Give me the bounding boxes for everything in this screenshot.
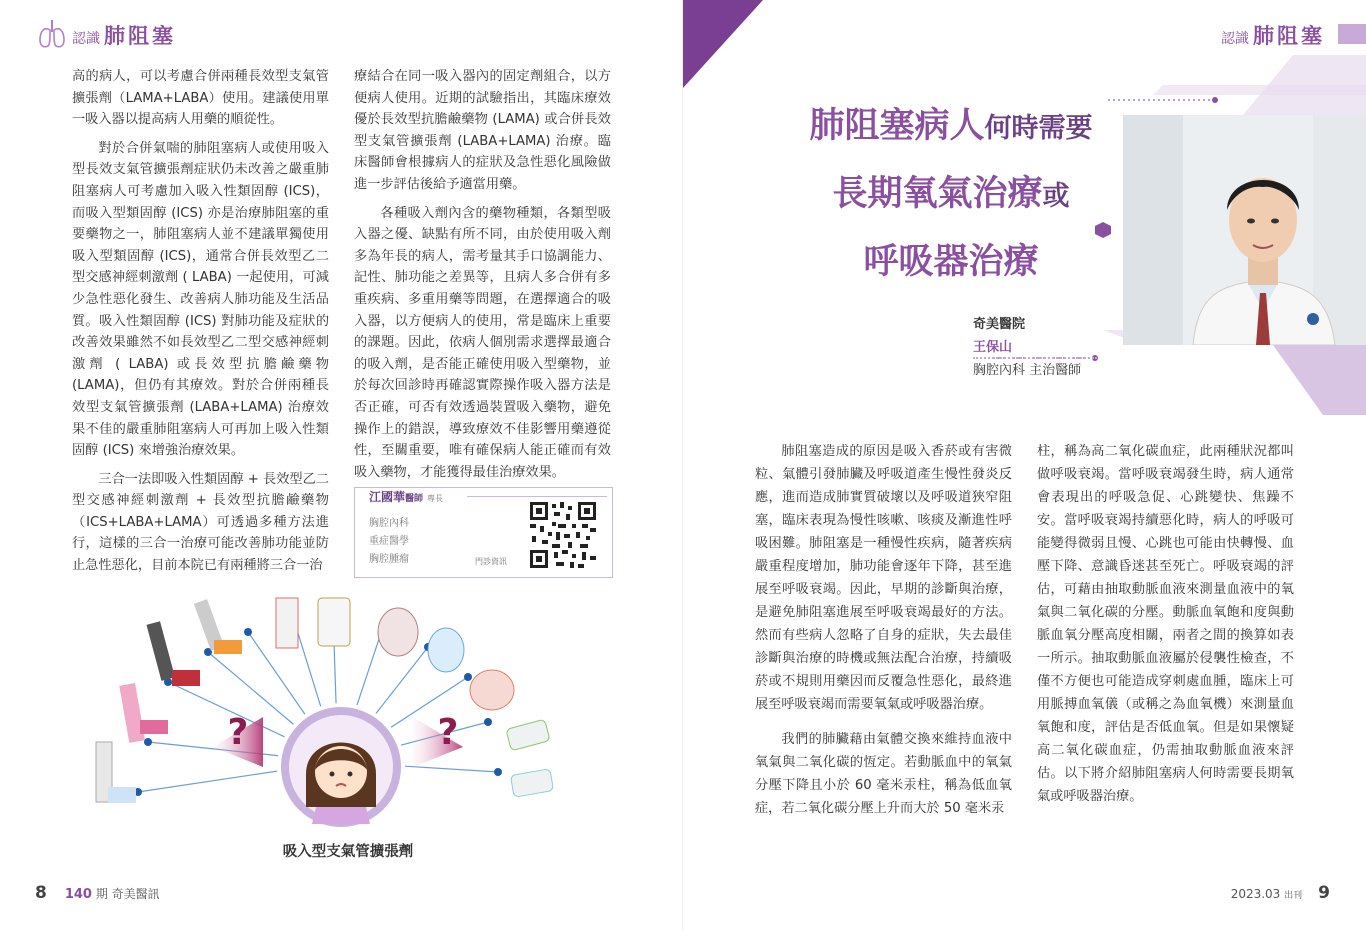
inhaler-illustration	[88, 592, 588, 847]
specialty-item: 胸腔腫瘤	[369, 554, 409, 565]
illustration-caption: 吸入型支氣管擴張劑	[282, 844, 414, 860]
specialty-item: 胸腔內科	[369, 518, 409, 529]
clinic-info-label: 門診資訊	[475, 557, 507, 566]
author-photo	[1123, 115, 1366, 345]
date-suffix: 出刊	[1284, 891, 1303, 901]
footer	[35, 883, 160, 903]
section-label-small: 認識	[1221, 31, 1249, 47]
qr-code[interactable]	[528, 500, 598, 570]
paragraph: 我們的肺臟藉由氣體交換來維持血液中氧氣與二氧化碳的恆定。若動脈血中的氧氣分壓下降且小於 60 毫米汞柱，稱為低血氧症，若二氧化碳分壓上升而大於 50 毫米汞	[755, 732, 1012, 816]
doctor-name: 江國華	[369, 490, 406, 504]
doctor-name-line	[369, 488, 443, 505]
svg-text:?: ?	[437, 712, 459, 753]
left-column-2	[354, 66, 611, 483]
svg-text:?: ?	[227, 712, 249, 753]
section-label	[72, 20, 176, 50]
title-fragment: 何時需要	[984, 113, 1093, 144]
issue-number: 140	[64, 887, 92, 902]
title-fragment: 長期氧氣治療	[832, 174, 1043, 214]
issue-info	[65, 885, 160, 902]
right-page	[683, 0, 1366, 930]
paragraph: 柱，稱為高二氧化碳血症，此兩種狀況都叫做呼吸衰竭。當呼吸衰竭發生時，病人通常會表現出的呼吸急促、心跳變快、焦躁不安。當呼吸衰竭持續惡化時，病人的呼吸可能變得微弱且慢、心跳也可能由快轉慢、血壓下降、意識昏迷甚至死亡。呼吸衰竭的評估，可藉由抽取動脈血液來測量血液中的氧氣與二氧化碳的分壓。動脈血氧飽和度與動脈血氧分壓高度相關，兩者之間的換算如表一所示。抽取動脈血液屬於侵襲性檢查，不僅不方便也可能造成穿刺處血腫，臨床上可用脈搏血氧儀（或稱之為血氧機）來測量血氧飽和度，評估是否低血氧。但是如果懷疑高二氧化碳血症，仍需抽取動脈血液來評估。以下將介紹肺阻塞病人何時需要長期氧氣或呼吸器治療。	[1037, 444, 1294, 804]
specialty-item: 重症醫學	[369, 536, 409, 547]
title-fragment: 或	[1042, 181, 1070, 212]
paragraph: 三合一法即吸入性類固醇 + 長效型乙二型交感神經刺激劑 + 長效型抗膽鹼藥物（ICS+LABA+LAMA）可透過多種方法進行，這樣的三合一治療可能改善肺功能並防止急性惡化，目前本院已有兩種將三合一治	[72, 471, 329, 574]
paragraph: 對於合併氣喘的肺阻塞病人或使用吸入型長效支氣管擴張劑症狀仍未改善之嚴重肺阻塞病人可考慮加入吸入性類固醇 (ICS)，而吸入型類固醇 (ICS) 亦是治療肺阻塞的重要藥物之一，肺阻塞病人並不建議單獨使用吸入型類固醇 (ICS)，通常合併長效型乙二型交感神經刺激劑 ( LABA) 一起使用，可減少急性惡化發生、改善病人肺功能及生活品質。吸入性類固醇 (ICS) 對肺功能及症狀的改善效果雖然不如長效型乙二型交感神經刺激劑 ( LABA) 或長效型抗膽鹼藥物 (LAMA)，但仍有其療效。對於合併兩種長效型支氣管擴張劑 (LABA+LAMA) 治療效果不佳的嚴重肺阻塞病人可再加上吸入性類固醇 (ICS) 來增強治療效果。	[72, 140, 329, 459]
left-column-1	[72, 66, 329, 577]
publication-date	[1231, 887, 1302, 901]
section-label-big: 肺阻塞	[104, 23, 176, 48]
page-number: 8	[35, 883, 47, 903]
doctor-info-box	[354, 487, 613, 578]
author-org: 奇美醫院	[973, 317, 1026, 332]
author-block	[973, 313, 1081, 382]
author-title: 胸腔內科 主治醫師	[973, 363, 1082, 378]
paragraph: 各種吸入劑內含的藥物種類，各類型吸入器之優、缺點有所不同，由於使用吸入劑多為年長的病人，需考量其手口協調能力、記性、肺功能之差異等，且病人多合併有多重疾病、多重用藥等問題，在選擇適合的吸入器，以方便病人的使用，常是臨床上重要的課題。因此，依病人個別需求選擇最適合的吸入劑，是否能正確使用吸入型藥物，並於每次回診時再確認實際操作吸入器方法是否正確，可否有效透過裝置吸入藥物，避免操作上的錯誤，導致療效不佳影響用藥遵從性，至關重要，唯有確保病人能正確而有效吸入藥物，才能獲得最佳治療效果。	[354, 205, 611, 480]
author-divider	[973, 357, 1097, 359]
paragraph: 高的病人，可以考慮合併兩種長效型支氣管擴張劑（LAMA+LABA）使用。建議使用單一吸入器以提高病人用藥的順從性。	[72, 69, 329, 128]
doctor-title: 醫師	[405, 494, 424, 504]
right-column-1	[755, 440, 1012, 820]
title-fragment: 肺阻塞病人	[809, 106, 985, 146]
section-label	[1221, 20, 1325, 50]
page-number: 9	[1318, 883, 1330, 903]
specialty-label: 專長	[427, 494, 444, 503]
lungs-icon	[38, 18, 66, 50]
section-label-big: 肺阻塞	[1253, 23, 1325, 48]
issue-text: 期 奇美醫訊	[95, 887, 160, 901]
title-line	[781, 163, 1121, 231]
title-line	[781, 95, 1121, 163]
divider	[467, 496, 607, 497]
author-name: 王保山	[973, 340, 1013, 355]
paragraph: 療結合在同一吸入器內的固定劑組合，以方便病人使用。近期的試驗指出，其臨床療效優於長效型抗膽鹼藥物 (LAMA) 或合併長效型支氣管擴張劑 (LABA+LAMA) 治療。臨床醫師會根據病人的症狀及急性惡化風險做進一步評估後給予適當用藥。	[354, 69, 611, 192]
article-title	[781, 95, 1121, 299]
title-line	[781, 231, 1121, 299]
date-value: 2023.03	[1230, 887, 1281, 901]
paragraph: 肺阻塞造成的原因是吸入香菸或有害微粒、氣體引發肺臟及呼吸道產生慢性發炎反應，進而造成肺實質破壞以及呼吸道狹窄阻塞，臨床表現為慢性咳嗽、咳痰及漸進性呼吸困難。肺阻塞是一種慢性疾病，隨著疾病嚴重程度增加，肺功能會逐年下降，甚至進展至呼吸衰竭。因此，早期的診斷與治療，是避免肺阻塞進展至呼吸衰竭最好的方法。然而有些病人忽略了自身的症狀，失去最佳診斷與治療的時機或無法配合治療，持續吸菸或不規則用藥因而反覆急性惡化，最終進展至呼吸衰竭而需要氧氣或呼吸器治療。	[755, 444, 1012, 712]
right-column-2	[1037, 440, 1294, 808]
section-label-small: 認識	[72, 31, 100, 47]
title-fragment: 呼吸器治療	[863, 242, 1039, 282]
footer	[1231, 883, 1330, 903]
